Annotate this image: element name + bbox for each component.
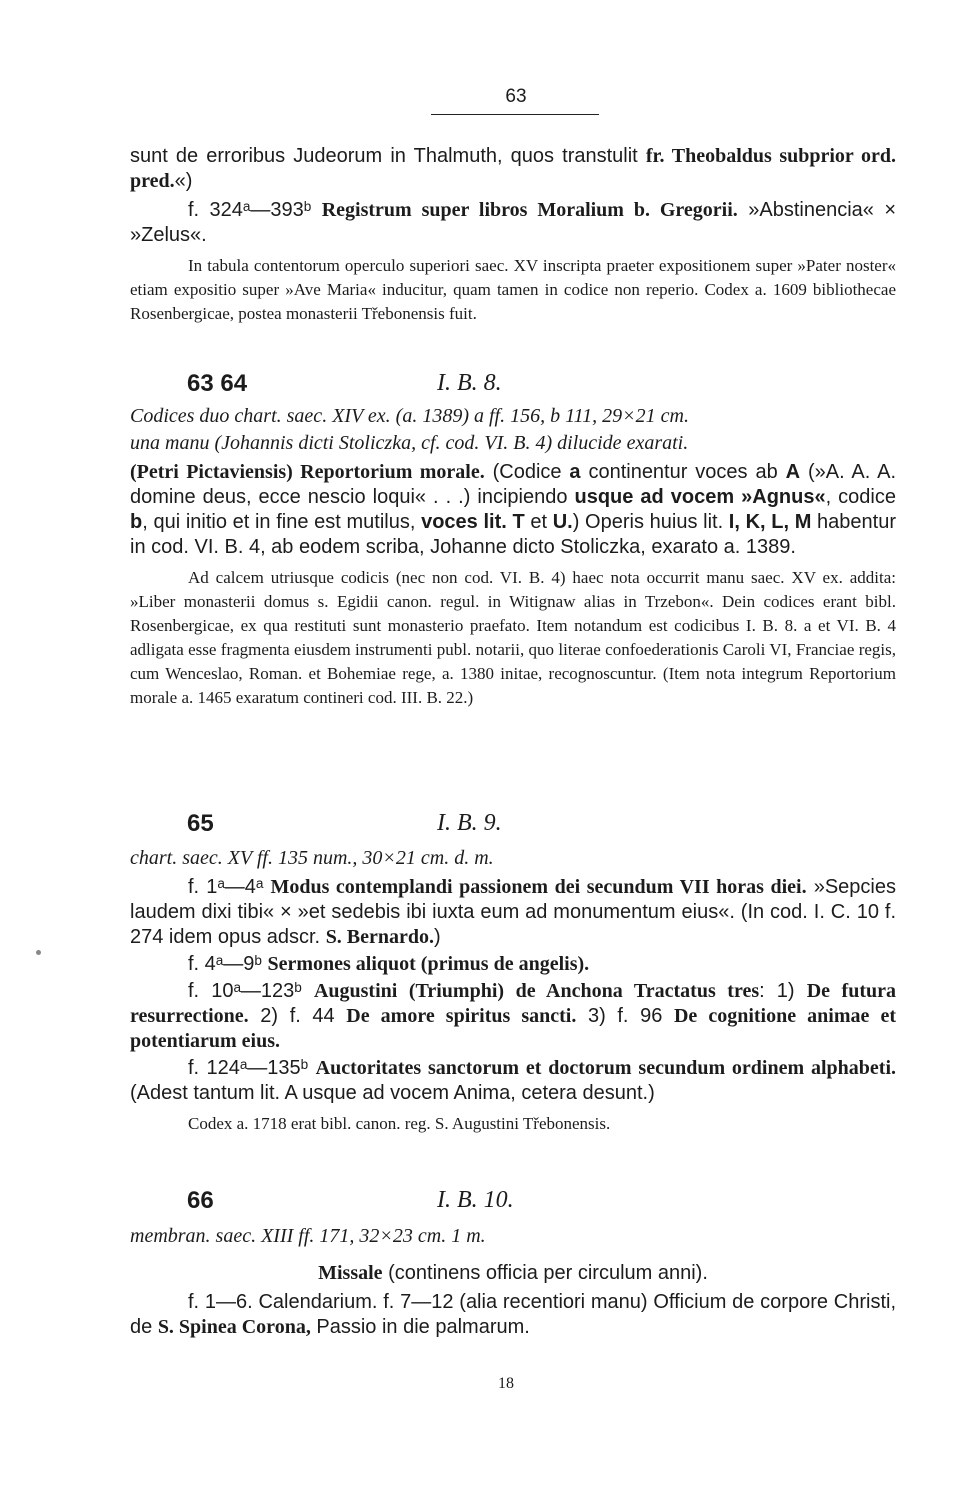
entry-title-line [130, 1261, 896, 1286]
bold-text: Modus contemplandi passionem dei secundum VII horas diei. [270, 876, 807, 898]
entry-66 [130, 1224, 896, 1340]
bold-text: De futura resurrectione. [130, 980, 896, 1027]
text: (continens officia per circulum anni). [382, 1262, 708, 1284]
entry-meta: Codices duo chart. saec. XIV ex. (a. 1389) a ff. 156, b 111, 29×21 cm. [130, 405, 689, 427]
text: (»A. A. A. domine deus, ecce nescio loqui« . . .) incipiendo [130, 461, 897, 508]
text: f. 124ᵃ—135ᵇ [188, 1057, 316, 1079]
shelf-signature: I. B. 9. [437, 810, 502, 836]
bold-text: Sermones aliquot (primus de angelis). [267, 953, 590, 975]
text: : 1) [759, 980, 807, 1002]
entry-65 [130, 846, 896, 1136]
bold-text: Augustini (Triumphi) de Anchona Tractatus tres [313, 980, 760, 1002]
text: a [569, 461, 581, 483]
text: habentur in cod. VI. B. 4, ab eodem scriba, Johanne dicto Stoliczka, exarato a. 1389. [130, 511, 897, 558]
entry-item [130, 1056, 896, 1106]
text: U. [552, 511, 573, 533]
entry-62-continuation [130, 144, 896, 326]
entry-note: Codex a. 1718 erat bibl. canon. reg. S. Augustini Třebonensis. [188, 1114, 611, 1133]
text: et [524, 511, 553, 533]
text: »Sepcies laudem dixi tibi« × »et sedebis ibi iuxta eum ad monumentum eius«. (In cod. I. C. 10 f. 274 idem opus adscr. [130, 876, 896, 948]
bold-text: fr. Theobaldus subprior ord. pred. [130, 145, 896, 192]
shelf-signature: I. B. 10. [437, 1187, 514, 1213]
entry-note: Ad calcem utriusque codicis (nec non cod. VI. B. 4) haec nota occurrit manu saec. XV ex. addita: »Liber monasterii domus s. Egidii canon. regul. in Witignaw alias in Trzebon«. Dein codices erant bibl. Rosenbergicae, ex qua restituti sunt monasterio praefato. Item notandum est codicibus I. B. 8. a et VI. B. 4 adligata esse fragmenta eiusdem instrumenti publ. notarii, quo literae confoederationis Caroli VI, Franciae regis, cum Wenceslao, Roman. et Bohemiae rege, a. 1380 initae, recognoscuntur. (Item nota integrum Reportorium morale a. 1465 exaratum contineri cod. III. B. 22.) [130, 568, 896, 707]
text: , qui initio et in fine est mutilus, [142, 511, 422, 533]
text: f. 1—6. Calendarium. f. 7—12 (alia recentiori manu) Officium de corpore Christi, de [130, 1291, 896, 1338]
text: »Abstinencia« × »Zelus«. [130, 199, 896, 246]
entry-meta: una manu (Johannis dicti Stoliczka, cf. cod. VI. B. 4) dilucide exarati. [130, 432, 689, 454]
text: b [130, 511, 143, 533]
entry-number: 65 [187, 810, 214, 837]
bold-text: Auctoritates sanctorum et doctorum secundum ordinem alphabeti. [315, 1057, 896, 1079]
text: ) Operis huius lit. [572, 511, 729, 533]
entry-item [130, 979, 896, 1054]
entry-meta: membran. saec. XIII ff. 171, 32×23 cm. 1 m. [130, 1225, 486, 1247]
text: Passio in die palmarum. [310, 1316, 530, 1338]
entry-title: Missale [318, 1262, 383, 1284]
entry-item [130, 875, 896, 950]
entry-62-line1 [130, 144, 896, 194]
entry-number: 63 64 [187, 370, 248, 397]
bold-text: S. Bernardo. [325, 926, 435, 948]
shelf-signature: I. B. 8. [437, 370, 502, 396]
text: 3) f. 96 [576, 1005, 674, 1027]
text: I, K, L, M [728, 511, 812, 533]
bold-text: S. Spinea Corona, [157, 1316, 311, 1338]
text: ) [434, 926, 441, 948]
entry-item [130, 952, 896, 977]
footer-signature-number: 18 [498, 1375, 514, 1392]
entry-62-note: In tabula contentorum operculo superiori saec. XV inscripta praeter expositionem super »Pater noster« etiam expositio super »Ave Maria« inducitur, quam tamen in codice non reperio. Codex a. 1609 bibliothecae Rosenbergicae, postea monasterii Třebonensis fuit. [130, 256, 896, 323]
text: (Adest tantum lit. A usque ad vocem Anima, cetera desunt.) [130, 1082, 655, 1104]
entry-63-64 [130, 404, 896, 710]
entry-62-line2 [130, 198, 896, 248]
bold-text: De cognitione animae et potentiarum eius. [130, 1005, 896, 1052]
header-rule [431, 114, 599, 115]
entry-title: (Petri Pictaviensis) Reportorium morale. [130, 461, 485, 483]
text: f. 10ᵃ—123ᵇ [188, 980, 314, 1002]
bold-text: De amore spiritus sancti. [346, 1005, 577, 1027]
text: , codice [825, 486, 896, 508]
text: f. 1ᵃ—4ᵃ [188, 876, 271, 898]
entry-meta: chart. saec. XV ff. 135 num., 30×21 cm. d. m. [130, 847, 494, 869]
entry-number: 66 [187, 1187, 214, 1214]
entry-item [130, 1290, 896, 1340]
bold-text: Registrum super libros Moralium b. Gregorii. [321, 199, 738, 221]
text: sunt de erroribus Judeorum in Thalmuth, quos transtulit [130, 145, 646, 167]
text: (Codice [484, 461, 570, 483]
page-number: 63 [505, 86, 527, 107]
text: voces lit. T [421, 511, 525, 533]
text: usque ad vocem »Agnus« [574, 486, 826, 508]
text: f. 324ᵃ—393ᵇ [188, 199, 322, 221]
entry-body [130, 460, 896, 560]
text: 2) f. 44 [248, 1005, 347, 1027]
text: f. 4ᵃ—9ᵇ [188, 953, 268, 975]
text: «) [174, 170, 193, 192]
text: A [785, 461, 801, 483]
print-speck [36, 950, 41, 955]
text: continentur voces ab [580, 461, 786, 483]
